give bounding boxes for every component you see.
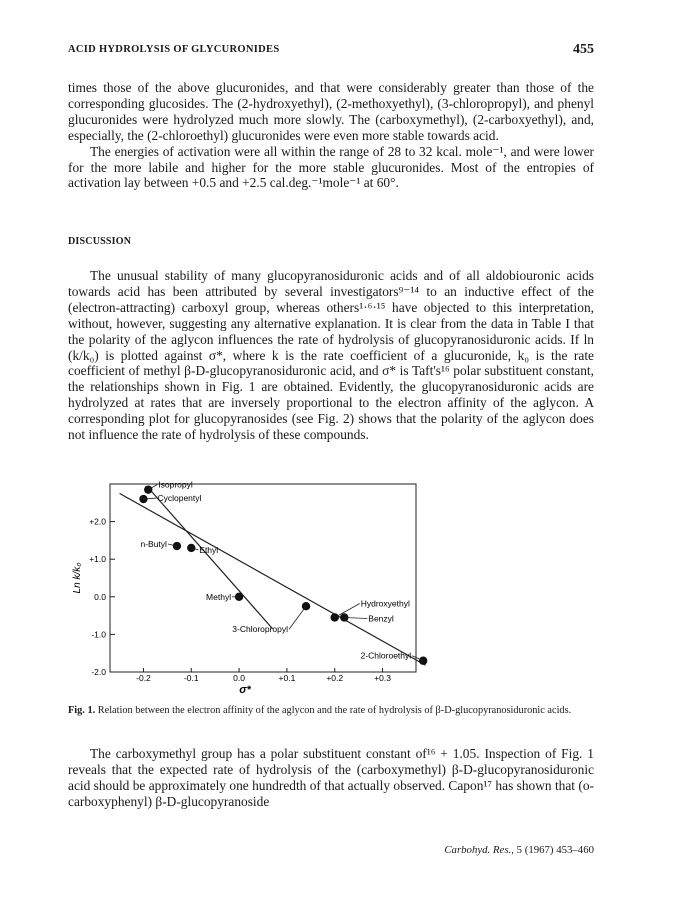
x-axis-label: σ* (239, 684, 251, 694)
point-label-methyl: Methyl (206, 591, 232, 602)
y-tick-label: +2.0 (89, 516, 106, 527)
data-point-ethyl (187, 544, 195, 552)
y-tick-label: 0.0 (94, 591, 106, 602)
leader-line (289, 606, 306, 629)
journal-name: Carbohyd. Res., (444, 844, 514, 856)
paragraph-results-line1: times those of the above glucuronides, and that were considerably greater than those of the corresponding glucosides. The (2-hydroxyethyl), (2-methoxyethyl), (3-chloropropyl), and phenyl glucuronides were hydrolyzed much more slowly. The (carboxymethyl), (2-carboxyethyl), and, especially, the (2-chloroethyl) glucuronides were even more stable towards acid. (68, 80, 594, 143)
paragraph-results (68, 80, 594, 191)
point-label-2-chloroethyl: 2-Chloroethyl (360, 650, 412, 661)
point-label-isopropyl: Isopropyl (158, 479, 193, 490)
page-number: 455 (573, 42, 594, 57)
x-tick-label: 0.0 (233, 673, 246, 683)
section-heading: DISCUSSION (68, 236, 132, 247)
x-tick-label: -0.2 (136, 673, 151, 683)
figure-caption (68, 704, 594, 717)
paragraph-discussion: The unusual stability of many glucopyranosiduronic acids and of all aldobiouronic acids towards acid has been attributed by several investigators⁹⁻¹⁴ to an inductive effect of the (electron-attracting) carboxyl group, whereas others¹·⁶·¹⁵ have objected to this interpretation, without, however, suggesting any alternative explanation. It is clear from the data in Table I that the polarity of the aglycon influences the rate of hydrolysis of glucopyranosiduronic acids. If ln (k/k₀) is plotted against σ*, where k is the rate coefficient of a glucuronide, k₀ is the rate coefficient of methyl β-D-glucopyranosiduronic acid, and σ* is Taft's¹⁶ polar substituent constant, the relationships shown in Fig. 1 are obtained. Evidently, the glucopyranosiduronic acids are hydrolyzed at rates that are inversely proportional to the electron affinity of the aglycon. A corresponding plot for glucopyranosides (see Fig. 2) shows that the polarity of the aglycon does not influence the rate of hydrolysis of these compounds. (68, 268, 594, 443)
plot-frame (110, 484, 416, 672)
figure-1 (68, 478, 594, 694)
figure-caption-label: Fig. 1. (68, 705, 96, 716)
y-tick-label: -2.0 (91, 667, 106, 677)
y-tick-label: -1.0 (91, 629, 106, 640)
y-axis-label: Ln k/k₀ (72, 562, 83, 594)
x-tick-label: +0.1 (278, 673, 296, 683)
point-label-ethyl: Ethyl (199, 544, 219, 555)
point-label-n-butyl: n-Butyl (140, 539, 167, 550)
point-label-benzyl: Benzyl (368, 613, 394, 624)
running-title: ACID HYDROLYSIS OF GLYCURONIDES (68, 44, 280, 55)
data-point-isopropyl (144, 485, 152, 493)
x-tick-label: -0.1 (183, 673, 199, 683)
journal-footer (444, 844, 594, 856)
point-label-cyclopentyl: Cyclopentyl (157, 493, 202, 504)
regression-line-1 (120, 493, 426, 665)
running-header (68, 44, 594, 60)
journal-reference: 5 (1967) 453–460 (516, 844, 594, 856)
data-point-n-butyl (173, 542, 181, 550)
x-tick-label: +0.2 (326, 673, 344, 683)
x-tick-label: +0.3 (374, 673, 391, 683)
y-tick-label: +1.0 (89, 554, 106, 565)
scatter-chart (68, 478, 594, 694)
point-label-hydroxyethyl: Hydroxyethyl (360, 598, 410, 609)
point-label-3-chloropropyl: 3-Chloropropyl (232, 624, 289, 635)
regression-line-2 (148, 488, 272, 629)
paragraph-carboxymethyl: The carboxymethyl group has a polar substituent constant of¹⁶ + 1.05. Inspection of Fig. 1 reveals that the expected rate of hydrolysis of the (carboxymethyl) β-D-glucopyranosiduronic acid should be approximately one hundredth of that actually observed. Capon¹⁷ has shown that (o-carboxyphenyl) β-D-glucopyranoside (68, 746, 594, 809)
paragraph-results-line2: The energies of activation were all within the range of 28 to 32 kcal. mole⁻¹, and were lower for the more labile and higher for the more stable glucuronides. Most of the entropies of activation lay between +0.5 and +2.5 cal.deg.⁻¹mole⁻¹ at 60°. (68, 143, 594, 191)
figure-caption-text: Relation between the electron affinity of the aglycon and the rate of hydrolysis of β-D-glucopyranosiduronic acids. (97, 705, 572, 716)
